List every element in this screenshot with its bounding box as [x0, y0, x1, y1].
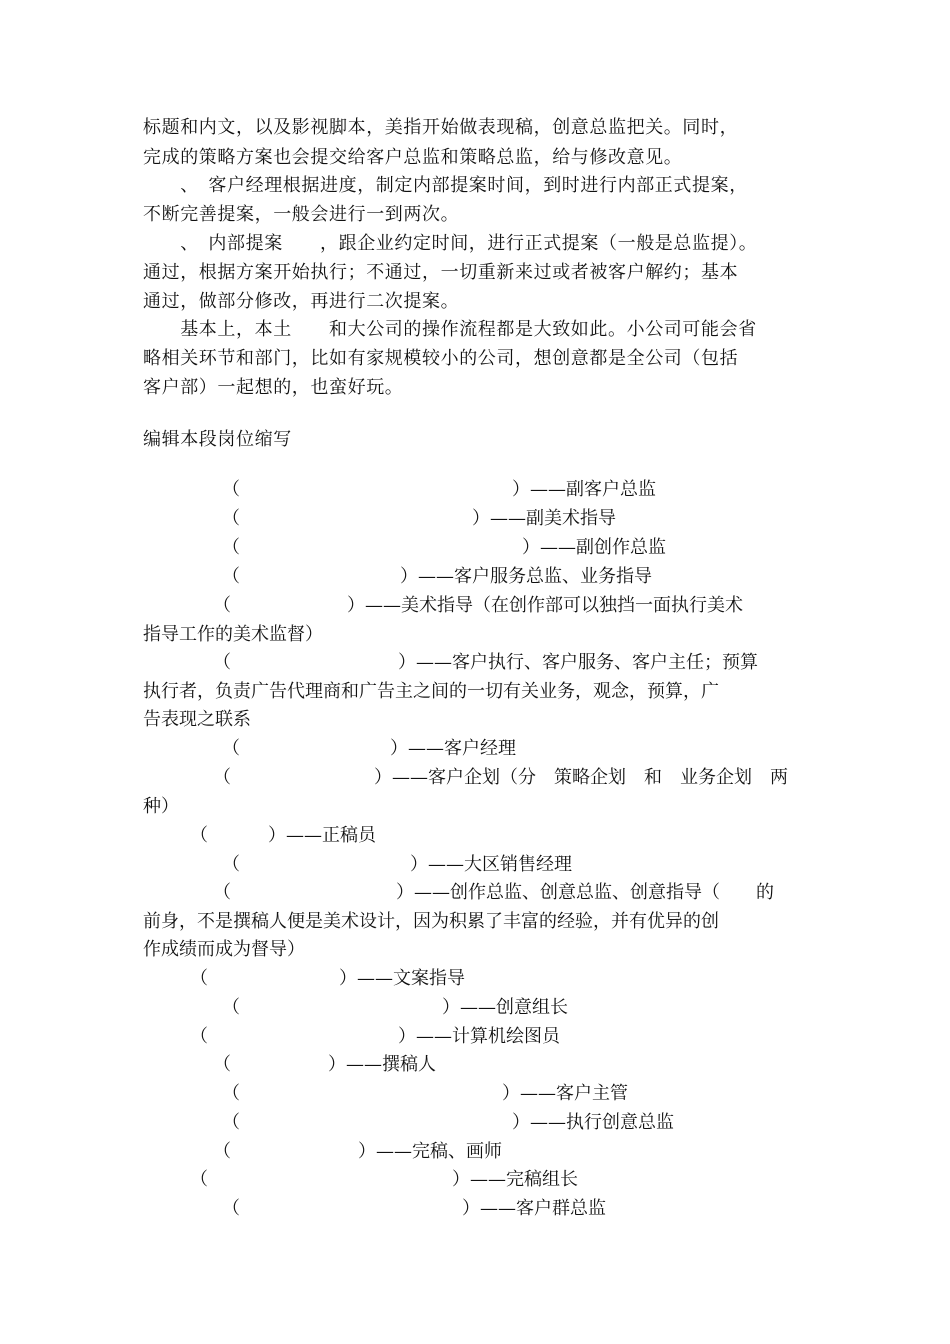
abbreviation-description-continued: 告表现之联系	[143, 709, 251, 730]
abbreviation-description: ）——客户执行、客户服务、客户主任；预算	[398, 652, 758, 673]
abbreviation-item	[0, 822, 950, 850]
abbreviation-description: ）——副客户总监	[512, 479, 656, 500]
abbreviation-description-continued: 前身，不是撰稿人便是美术设计，因为积累了丰富的经验，并有优异的创	[143, 911, 719, 932]
abbreviation-description: ）——创意组长	[442, 997, 568, 1018]
abbreviation-description: ）——完稿组长	[452, 1169, 578, 1190]
open-bracket: （	[213, 1141, 231, 1162]
open-bracket: （	[222, 997, 240, 1018]
intro-line: 略相关环节和部门，比如有家规模较小的公司，想创意都是全公司（包括	[143, 348, 739, 369]
abbreviation-description: ）——副创作总监	[522, 537, 666, 558]
abbreviation-description: ）——文案指导	[339, 968, 465, 989]
abbreviation-description: ）——撰稿人	[328, 1054, 436, 1075]
open-bracket: （	[222, 1198, 240, 1219]
abbreviation-item	[0, 1080, 950, 1108]
open-bracket: （	[190, 1026, 208, 1047]
abbreviation-description: ）——客户主管	[502, 1083, 628, 1104]
abbreviation-item	[0, 1051, 950, 1079]
open-bracket: （	[190, 968, 208, 989]
open-bracket: （	[190, 1169, 208, 1190]
abbreviation-description: ）——客户经理	[390, 738, 516, 759]
abbreviation-item	[0, 994, 950, 1022]
abbreviation-item	[0, 879, 950, 960]
section-heading: 编辑本段岗位缩写	[143, 429, 292, 450]
intro-line: 、 内部提案 ，跟企业约定时间，进行正式提案（一般是总监提）。	[143, 233, 758, 254]
abbreviation-description: ）——大区销售经理	[410, 854, 572, 875]
open-bracket: （	[222, 508, 240, 529]
abbreviation-item	[0, 1023, 950, 1051]
open-bracket: （	[222, 1083, 240, 1104]
abbreviation-description-continued: 作成绩而成为督导）	[143, 939, 305, 960]
abbreviation-description: ）——客户服务总监、业务指导	[400, 566, 652, 587]
abbreviation-item	[0, 965, 950, 993]
intro-line: 完成的策略方案也会提交给客户总监和策略总监，给与修改意见。	[143, 147, 683, 168]
intro-line: 通过，做部分修改，再进行二次提案。	[143, 291, 460, 312]
abbreviation-description-continued: 指导工作的美术监督）	[143, 624, 323, 645]
open-bracket: （	[222, 738, 240, 759]
abbreviation-item	[0, 505, 950, 533]
abbreviation-item	[0, 851, 950, 879]
abbreviation-description: ）——正稿员	[268, 825, 376, 846]
abbreviation-description: ）——客户企划（分 策略企划 和 业务企划 两	[374, 767, 788, 788]
open-bracket: （	[213, 767, 231, 788]
open-bracket: （	[222, 479, 240, 500]
abbreviation-item	[0, 735, 950, 763]
abbreviation-description: ）——客户群总监	[462, 1198, 606, 1219]
abbreviation-item	[0, 563, 950, 591]
abbreviation-description: ）——创作总监、创意总监、创意指导（ 的	[396, 882, 774, 903]
intro-line: 标题和内文，以及影视脚本，美指开始做表现稿，创意总监把关。同时，	[143, 117, 739, 138]
intro-line: 、 客户经理根据进度，制定内部提案时间，到时进行内部正式提案，	[143, 175, 748, 196]
open-bracket: （	[213, 1054, 231, 1075]
intro-line: 不断完善提案，一般会进行一到两次。	[143, 204, 460, 225]
intro-line: 客户部）一起想的，也蛮好玩。	[143, 377, 404, 398]
open-bracket: （	[222, 1112, 240, 1133]
abbreviation-item	[0, 1195, 950, 1223]
abbreviation-description-continued: 种）	[143, 796, 179, 817]
abbreviation-item	[0, 1166, 950, 1194]
abbreviation-description: ）——执行创意总监	[512, 1112, 674, 1133]
abbreviation-item	[0, 592, 950, 645]
abbreviation-item	[0, 1109, 950, 1137]
abbreviation-description: ）——完稿、画师	[358, 1141, 502, 1162]
abbreviation-description-continued: 执行者，负责广告代理商和广告主之间的一切有关业务，观念，预算，广	[143, 681, 719, 702]
abbreviation-description: ）——计算机绘图员	[398, 1026, 560, 1047]
open-bracket: （	[222, 854, 240, 875]
abbreviation-item	[0, 1138, 950, 1166]
open-bracket: （	[222, 537, 240, 558]
intro-line: 通过，根据方案开始执行；不通过，一切重新来过或者被客户解约；基本	[143, 262, 739, 283]
open-bracket: （	[213, 652, 231, 673]
abbreviation-item	[0, 649, 950, 730]
abbreviation-item	[0, 534, 950, 562]
open-bracket: （	[190, 825, 208, 846]
abbreviation-item	[0, 476, 950, 504]
abbreviation-item	[0, 764, 950, 817]
open-bracket: （	[222, 566, 240, 587]
open-bracket: （	[213, 882, 231, 903]
abbreviation-description: ）——副美术指导	[472, 508, 616, 529]
open-bracket: （	[213, 595, 231, 616]
intro-line: 基本上，本土 和大公司的操作流程都是大致如此。小公司可能会省	[143, 319, 757, 340]
abbreviation-description: ）——美术指导（在创作部可以独挡一面执行美术	[347, 595, 743, 616]
